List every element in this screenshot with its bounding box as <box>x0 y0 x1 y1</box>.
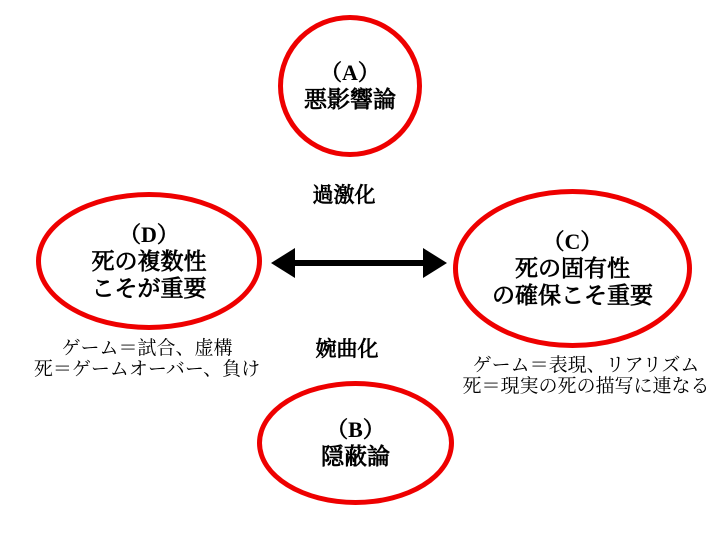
node-d-id-label: （D） <box>119 221 179 247</box>
annotation-right <box>448 355 720 397</box>
node-c-title-line2: の確保こそ重要 <box>492 282 653 308</box>
node-c-ellipse <box>453 189 692 348</box>
bottom-process-label: 婉曲化 <box>315 338 379 361</box>
node-b-title: 隠蔽論 <box>321 443 390 469</box>
annotation-left <box>8 338 286 380</box>
node-d-ellipse <box>36 192 262 330</box>
node-d-title-line1: 死の複数性 <box>91 247 207 274</box>
node-a-id-label: （A） <box>320 60 380 85</box>
node-c-title-line1: 死の固有性 <box>515 255 630 281</box>
annotation-left-line2: 死＝ゲームオーバー、負け <box>33 359 261 380</box>
double-arrow-shape <box>271 248 447 278</box>
annotation-left-line1: ゲーム＝試合、虚構 <box>61 338 233 359</box>
top-process-label: 過激化 <box>312 184 376 207</box>
node-b-id-label: （B） <box>326 417 385 442</box>
double-arrow-icon <box>271 247 449 279</box>
node-b-ellipse <box>257 381 454 505</box>
annotation-right-line1: ゲーム＝表現、リアリズム <box>472 355 700 376</box>
node-d-title-line2: こそが重要 <box>91 274 207 301</box>
annotation-right-line2: 死＝現実の死の描写に連なる <box>462 376 710 397</box>
node-c-id-label: （C） <box>542 229 603 254</box>
node-a-title: 悪影響論 <box>304 86 396 112</box>
node-a-ellipse <box>278 15 422 157</box>
